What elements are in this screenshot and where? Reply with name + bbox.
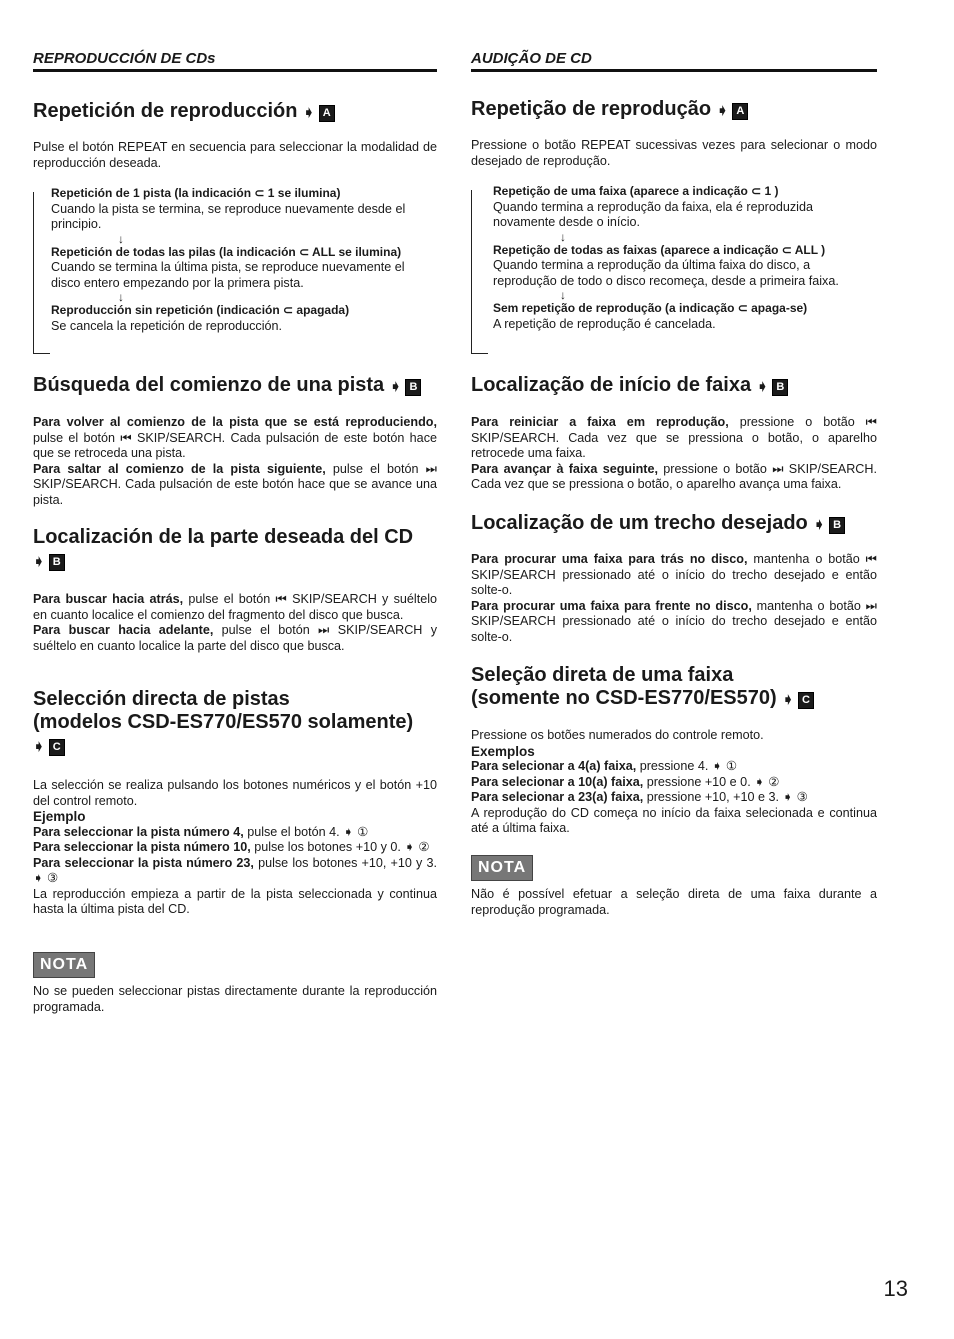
- heading-search-part: Localización de la parte deseada del CD ➧ B: [33, 526, 414, 569]
- heading-direct: Seleção direta de uma faixa (somente no CSD-ES770/ES570) ➧ C: [471, 664, 877, 711]
- direct-intro: Pressione os botões numerados do controle remoto.: [471, 728, 764, 742]
- badge-b: B: [49, 554, 65, 571]
- search-part-text: Para procurar uma faixa para trás no disco, mantenha o botão ⏮ SKIP/SEARCH pressionado até o início do trecho desejado e então solte-o. Para procurar uma faixa para frente no disco, mantenha o botão ⏭ SKIP/SEARCH pressionado até o início do trecho desejado e então solte-o.: [471, 552, 877, 644]
- heading-search-part: Localização de um trecho desejado ➧ B: [471, 512, 877, 536]
- example-1: Para selecionar a 4(a) faixa, pressione 4. ➧ ①: [471, 759, 738, 773]
- repeat-mode-1: Repetição de uma faixa (aparece a indicação ⊂ 1 ) Quando termina a reprodução da faixa, ela é reproduzida novamente desde o início.: [493, 184, 813, 229]
- repeat-mode-3: Reproducción sin repetición (indicación ⊂ apagada) Se cancela la repetición de reproducción.: [51, 303, 350, 333]
- page-number: 13: [883, 1276, 908, 1301]
- example-3: Para selecionar a 23(a) faixa, pressione +10, +10 e 3. ➧ ③: [471, 790, 808, 804]
- repeat-intro: Pressione o botão REPEAT sucessivas vezes para selecionar o modo desejado de reprodução.: [471, 138, 877, 168]
- search-start-text: Para reiniciar a faixa em reprodução, pressione o botão ⏮ SKIP/SEARCH. Cada vez que se pressiona o botão, o aparelho retrocede uma faixa. Para avançar à faixa seguinte, pressione o botão ⏭ SKIP/SEARCH. Cada vez que se pressiona o botão, o aparelho avança uma faixa.: [471, 415, 877, 491]
- search-part-text: Para buscar hacia atrás, pulse el botón ⏮ SKIP/SEARCH y suéltelo en cuanto localice el comienzo del fragmento del disco que busca. Para buscar hacia adelante, pulse el botón ⏭ SKIP/SEARCH y suéltelo en cuanto localice la parte del disco que busca.: [33, 592, 438, 653]
- arrow-icon: ➧: [33, 738, 45, 754]
- flow-bracket: [33, 192, 50, 354]
- heading-repeat: Repetición de reproducción ➧ A: [33, 100, 437, 124]
- arrow-icon: ➧: [756, 378, 769, 394]
- search-start-text: Para volver al comienzo de la pista que se está reproduciendo, pulse el botón ⏮ SKIP/SEARCH. Cada pulsación de este botón hace que se retroceda una pista. Para saltar al comienzo de la pista siguiente, pulse el botón ⏭ SKIP/SEARCH. Cada pulsación de este botón hace que se avance una pista.: [33, 415, 437, 507]
- note-label: NOTA: [33, 952, 95, 978]
- down-arrow-icon: ↓: [118, 290, 124, 304]
- repeat-mode-2: Repetición de todas las pilas (la indicación ⊂ ALL se ilumina) Cuando se termina la última pista, se reproduce nuevamente el disco entero empezando por la primera pista.: [51, 244, 405, 290]
- arrow-icon: ➧: [33, 553, 45, 569]
- badge-a: A: [732, 103, 748, 120]
- badge-b: B: [405, 379, 421, 396]
- note-label: NOTA: [471, 855, 533, 881]
- direct-outro: A reprodução do CD começa no início da faixa selecionada e continua até a última faixa.: [471, 805, 877, 835]
- badge-b: B: [829, 517, 845, 534]
- direct-body: [471, 728, 877, 837]
- note-block: [33, 952, 437, 1015]
- example-2: Para selecionar a 10(a) faixa, pressione +10 e 0. ➧ ②: [471, 774, 780, 789]
- repeat-mode-3: Sem repetição de reprodução (a indicação ⊂ apaga-se) A repetição de reprodução é cancelada.: [493, 301, 808, 331]
- note-text: Não é possível efetuar a seleção direta de uma faixa durante a reprodução programada.: [471, 887, 877, 917]
- repeat-mode-flow: [33, 186, 437, 354]
- repeat-intro: Pulse el botón REPEAT en secuencia para seleccionar la modalidad de reproducción deseada.: [33, 140, 437, 170]
- note-block: [471, 855, 877, 918]
- direct-body: [33, 778, 437, 918]
- section-header: AUDIÇÃO DE CD: [471, 50, 877, 72]
- badge-a: A: [319, 105, 335, 122]
- repeat-mode-flow: [471, 184, 877, 354]
- direct-outro: La reproducción empieza a partir de la pista seleccionada y continua hasta la última pista del CD.: [33, 886, 437, 916]
- arrow-icon: ➧: [303, 104, 315, 120]
- arrow-icon: ➧: [716, 102, 729, 118]
- repeat-mode-2: Repetição de todas as faixas (aparece a indicação ⊂ ALL ) Quando termina a reprodução da última faixa do disco, a reprodução de todo o disco recomeça, desde a primeira faixa.: [493, 242, 839, 288]
- section-header: REPRODUCCIÓN DE CDs: [33, 50, 437, 72]
- down-arrow-icon: ↓: [118, 231, 124, 246]
- down-arrow-icon: ↓: [560, 288, 566, 302]
- example-3: Para seleccionar la pista número 23, pulse los botones +10, +10 y 3. ➧ ③: [33, 855, 437, 885]
- direct-intro: La selección se realiza pulsando los botones numéricos y el botón +10 del control remoto.: [33, 778, 437, 808]
- heading-search-start: Búsqueda del comienzo de una pista ➧ B: [33, 374, 437, 398]
- heading-direct: Selección directa de pistas (modelos CSD-ES770/ES570 solamente) ➧ C: [33, 688, 414, 754]
- badge-c: C: [49, 739, 65, 756]
- example-label: Ejemplo: [33, 809, 86, 824]
- badge-c: C: [798, 692, 814, 709]
- example-1: Para seleccionar la pista número 4, pulse el botón 4. ➧ ①: [33, 824, 369, 839]
- heading-repeat: Repetição de reprodução ➧ A: [471, 98, 877, 122]
- note-text: No se pueden seleccionar pistas directamente durante la reproducción programada.: [33, 984, 437, 1014]
- arrow-icon: ➧: [389, 378, 402, 394]
- arrow-icon: ➧: [782, 691, 794, 707]
- heading-search-start: Localização de início de faixa ➧ B: [471, 374, 877, 398]
- example-2: Para seleccionar la pista número 10, pulse los botones +10 y 0. ➧ ②: [33, 840, 430, 854]
- example-label: Exemplos: [471, 743, 535, 759]
- down-arrow-icon: ↓: [560, 229, 566, 244]
- arrow-icon: ➧: [813, 516, 826, 532]
- repeat-mode-1: Repetición de 1 pista (la indicación ⊂ 1 se ilumina) Cuando la pista se termina, se reproduce nuevamente desde el principio.: [51, 186, 406, 231]
- badge-b: B: [772, 379, 788, 396]
- flow-bracket: [471, 190, 488, 354]
